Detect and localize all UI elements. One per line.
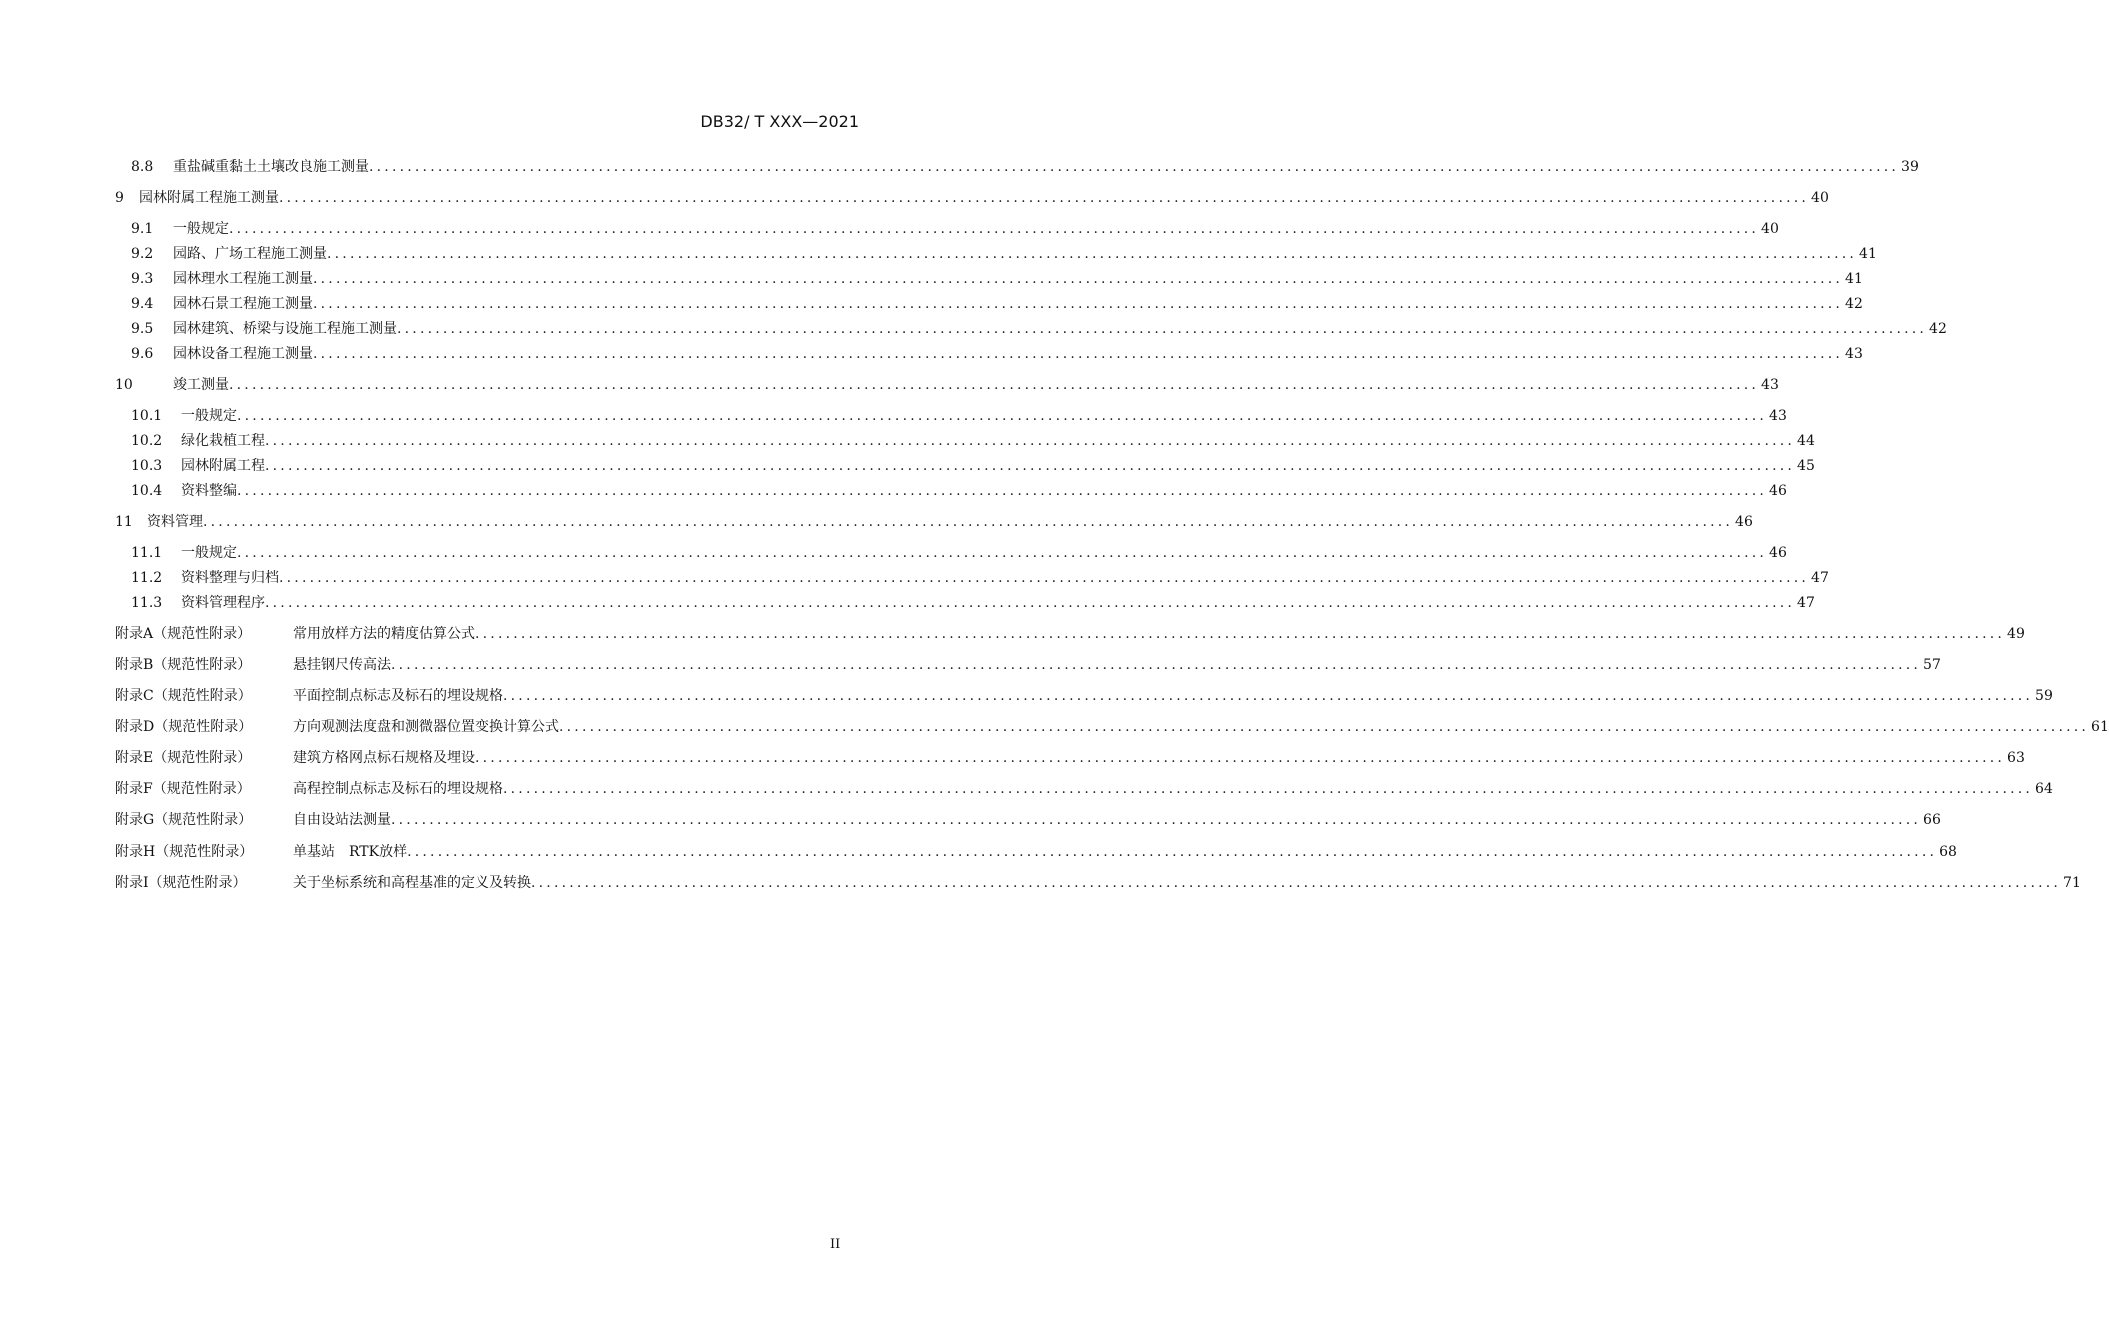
- toc-entry-page: 47: [1811, 570, 1829, 586]
- toc-entry-number: 附录A（规范性附录）: [115, 626, 252, 642]
- toc-entry-page: 46: [1769, 483, 1787, 499]
- toc-entry[interactable]: [0, 624, 2025, 644]
- dot-leader: ........................................................................................................................................................................................................: [265, 595, 1796, 611]
- toc-entry[interactable]: [0, 188, 1829, 208]
- toc-entry-title: 重盐碱重黏土土壤改良施工测量: [173, 159, 369, 175]
- toc-entry-page: 45: [1797, 458, 1815, 474]
- toc-entry[interactable]: [0, 543, 1787, 563]
- toc-entry-number: 附录G（规范性附录）: [115, 812, 253, 828]
- dot-leader: ........................................................................................................................................................................................................: [475, 626, 2006, 642]
- toc-entry-page: 66: [1923, 812, 1941, 828]
- toc-entry-number: 9: [115, 190, 124, 206]
- toc-entry-title: 单基站 RTK放样: [293, 844, 408, 860]
- toc-entry-number: 附录B（规范性附录）: [115, 657, 252, 673]
- toc-entry-number: 10.1: [131, 408, 163, 424]
- toc-entry-title: 园林石景工程施工测量: [173, 296, 313, 312]
- dot-leader: ........................................................................................................................................................................................................: [203, 514, 1734, 530]
- dot-leader: ........................................................................................................................................................................................................: [279, 190, 1810, 206]
- toc-entry-page: 42: [1845, 296, 1863, 312]
- toc-entry[interactable]: [0, 269, 1863, 289]
- toc-entry-page: 40: [1761, 221, 1779, 237]
- dot-leader: ........................................................................................................................................................................................................: [559, 719, 2090, 735]
- toc-entry-title: 园林附属工程施工测量: [139, 190, 279, 206]
- dot-leader: ........................................................................................................................................................................................................: [229, 377, 1760, 393]
- toc-entry-title: 资料整编: [181, 483, 237, 499]
- toc-entry-title: 建筑方格网点标石规格及埋设: [293, 750, 475, 766]
- toc-entry-number: 9.4: [131, 296, 154, 312]
- toc-entry-title: 资料管理程序: [181, 595, 265, 611]
- toc-entry-number: 附录E（规范性附录）: [115, 750, 252, 766]
- toc-entry-page: 61: [2091, 719, 2109, 735]
- toc-entry-title: 自由设站法测量: [293, 812, 391, 828]
- toc-entry-number: 附录C（规范性附录）: [115, 688, 252, 704]
- toc-entry-page: 63: [2007, 750, 2025, 766]
- toc-entry[interactable]: [0, 717, 2109, 737]
- dot-leader: ........................................................................................................................................................................................................: [265, 433, 1796, 449]
- toc-entry-page: 59: [2035, 688, 2053, 704]
- toc-entry-title: 资料整理与归档: [181, 570, 279, 586]
- dot-leader: ........................................................................................................................................................................................................: [265, 458, 1796, 474]
- toc-entry-title: 常用放样方法的精度估算公式: [293, 626, 475, 642]
- dot-leader: ........................................................................................................................................................................................................: [503, 688, 2034, 704]
- dot-leader: ........................................................................................................................................................................................................: [237, 545, 1768, 561]
- toc-entry-number: 11.1: [131, 545, 163, 561]
- toc-entry-number: 9.3: [131, 271, 154, 287]
- toc-entry[interactable]: [0, 375, 1779, 395]
- toc-entry-title: 园林建筑、桥梁与设施工程施工测量: [173, 321, 397, 337]
- toc-entry-number: 9.2: [131, 246, 154, 262]
- dot-leader: ........................................................................................................................................................................................................: [327, 246, 1858, 262]
- toc-entry-number: 11.3: [131, 595, 163, 611]
- toc-entry-number: 10: [115, 377, 133, 393]
- toc-entry-title: 平面控制点标志及标石的埋设规格: [293, 688, 503, 704]
- toc-entry[interactable]: [0, 568, 1829, 588]
- toc-entry[interactable]: [0, 686, 2053, 706]
- toc-entry-number: 11.2: [131, 570, 163, 586]
- toc-entry[interactable]: [0, 319, 1947, 339]
- toc-entry-page: 44: [1797, 433, 1815, 449]
- toc-entry-title: 资料管理: [147, 514, 203, 530]
- dot-leader: ........................................................................................................................................................................................................: [237, 408, 1768, 424]
- toc-entry-page: 41: [1845, 271, 1863, 287]
- page-number: II: [830, 1237, 841, 1252]
- dot-leader: ........................................................................................................................................................................................................: [407, 844, 1938, 860]
- toc-entry-number: 附录H（规范性附录）: [115, 844, 254, 860]
- toc-entry-title: 园林设备工程施工测量: [173, 346, 313, 362]
- toc-entry-title: 一般规定: [181, 408, 237, 424]
- toc-entry[interactable]: [0, 344, 1863, 364]
- toc-entry-number: 9.1: [131, 221, 154, 237]
- toc-entry-number: 11: [115, 514, 133, 530]
- toc-entry-title: 一般规定: [173, 221, 229, 237]
- toc-entry-number: 附录F（规范性附录）: [115, 781, 251, 797]
- toc-entry-number: 附录I（规范性附录）: [115, 875, 247, 891]
- toc-entry[interactable]: [0, 406, 1787, 426]
- dot-leader: ........................................................................................................................................................................................................: [503, 781, 2034, 797]
- toc-entry[interactable]: [0, 779, 2053, 799]
- dot-leader: ........................................................................................................................................................................................................: [391, 657, 1922, 673]
- toc-entry[interactable]: [0, 873, 2081, 893]
- dot-leader: ........................................................................................................................................................................................................: [313, 271, 1844, 287]
- toc-entry[interactable]: [0, 593, 1815, 613]
- toc-entry[interactable]: [0, 157, 1919, 177]
- toc-entry-title: 绿化栽植工程: [181, 433, 265, 449]
- toc-entry-number: 8.8: [131, 159, 154, 175]
- toc-entry-number: 10.2: [131, 433, 163, 449]
- toc-entry[interactable]: [0, 456, 1815, 476]
- toc-entry[interactable]: [0, 294, 1863, 314]
- toc-entry-page: 39: [1901, 159, 1919, 175]
- toc-entry-title: 关于坐标系统和高程基准的定义及转换: [293, 875, 531, 891]
- dot-leader: ........................................................................................................................................................................................................: [475, 750, 2006, 766]
- toc-entry-title: 园路、广场工程施工测量: [173, 246, 327, 262]
- toc-entry-title: 悬挂钢尺传高法: [293, 657, 391, 673]
- dot-leader: ........................................................................................................................................................................................................: [313, 296, 1844, 312]
- toc-entry[interactable]: [0, 512, 1753, 532]
- dot-leader: ........................................................................................................................................................................................................: [369, 159, 1900, 175]
- toc-entry-page: 64: [2035, 781, 2053, 797]
- dot-leader: ........................................................................................................................................................................................................: [237, 483, 1768, 499]
- toc-entry[interactable]: [0, 431, 1815, 451]
- toc-entry-number: 10.3: [131, 458, 163, 474]
- dot-leader: ........................................................................................................................................................................................................: [313, 346, 1844, 362]
- toc-entry-number: 9.5: [131, 321, 154, 337]
- toc-entry-title: 园林附属工程: [181, 458, 265, 474]
- toc-entry-title: 园林理水工程施工测量: [173, 271, 313, 287]
- toc-entry-title: 方向观测法度盘和测微器位置变换计算公式: [293, 719, 559, 735]
- toc-entry-page: 46: [1735, 514, 1753, 530]
- toc-entry[interactable]: [0, 810, 1941, 830]
- toc-entry-page: 40: [1811, 190, 1829, 206]
- toc-entry-page: 68: [1939, 844, 1957, 860]
- toc-entry[interactable]: [0, 219, 1779, 239]
- toc-entry[interactable]: [0, 748, 2025, 768]
- toc-entry-number: 10.4: [131, 483, 163, 499]
- toc-entry[interactable]: [0, 655, 1941, 675]
- toc-entry[interactable]: [0, 842, 1957, 862]
- toc-entry-title: 高程控制点标志及标石的埋设规格: [293, 781, 503, 797]
- toc-entry-page: 46: [1769, 545, 1787, 561]
- dot-leader: ........................................................................................................................................................................................................: [531, 875, 2062, 891]
- toc-entry[interactable]: [0, 481, 1787, 501]
- toc-entry-page: 42: [1929, 321, 1947, 337]
- dot-leader: ........................................................................................................................................................................................................: [279, 570, 1810, 586]
- toc-entry-page: 41: [1859, 246, 1877, 262]
- toc-entry-page: 43: [1845, 346, 1863, 362]
- toc-entry-number: 附录D（规范性附录）: [115, 719, 253, 735]
- toc-entry-page: 43: [1769, 408, 1787, 424]
- toc-entry[interactable]: [0, 244, 1877, 264]
- toc-entry-page: 57: [1923, 657, 1941, 673]
- dot-leader: ........................................................................................................................................................................................................: [397, 321, 1928, 337]
- toc-entry-number: 9.6: [131, 346, 154, 362]
- toc-entry-page: 43: [1761, 377, 1779, 393]
- dot-leader: ........................................................................................................................................................................................................: [229, 221, 1760, 237]
- toc-entry-title: 竣工测量: [173, 377, 229, 393]
- document-code-header: DB32/ T XXX—2021: [700, 112, 859, 131]
- dot-leader: ........................................................................................................................................................................................................: [391, 812, 1922, 828]
- toc-entry-page: 47: [1797, 595, 1815, 611]
- toc-entry-page: 49: [2007, 626, 2025, 642]
- toc-entry-title: 一般规定: [181, 545, 237, 561]
- toc-entry-page: 71: [2063, 875, 2081, 891]
